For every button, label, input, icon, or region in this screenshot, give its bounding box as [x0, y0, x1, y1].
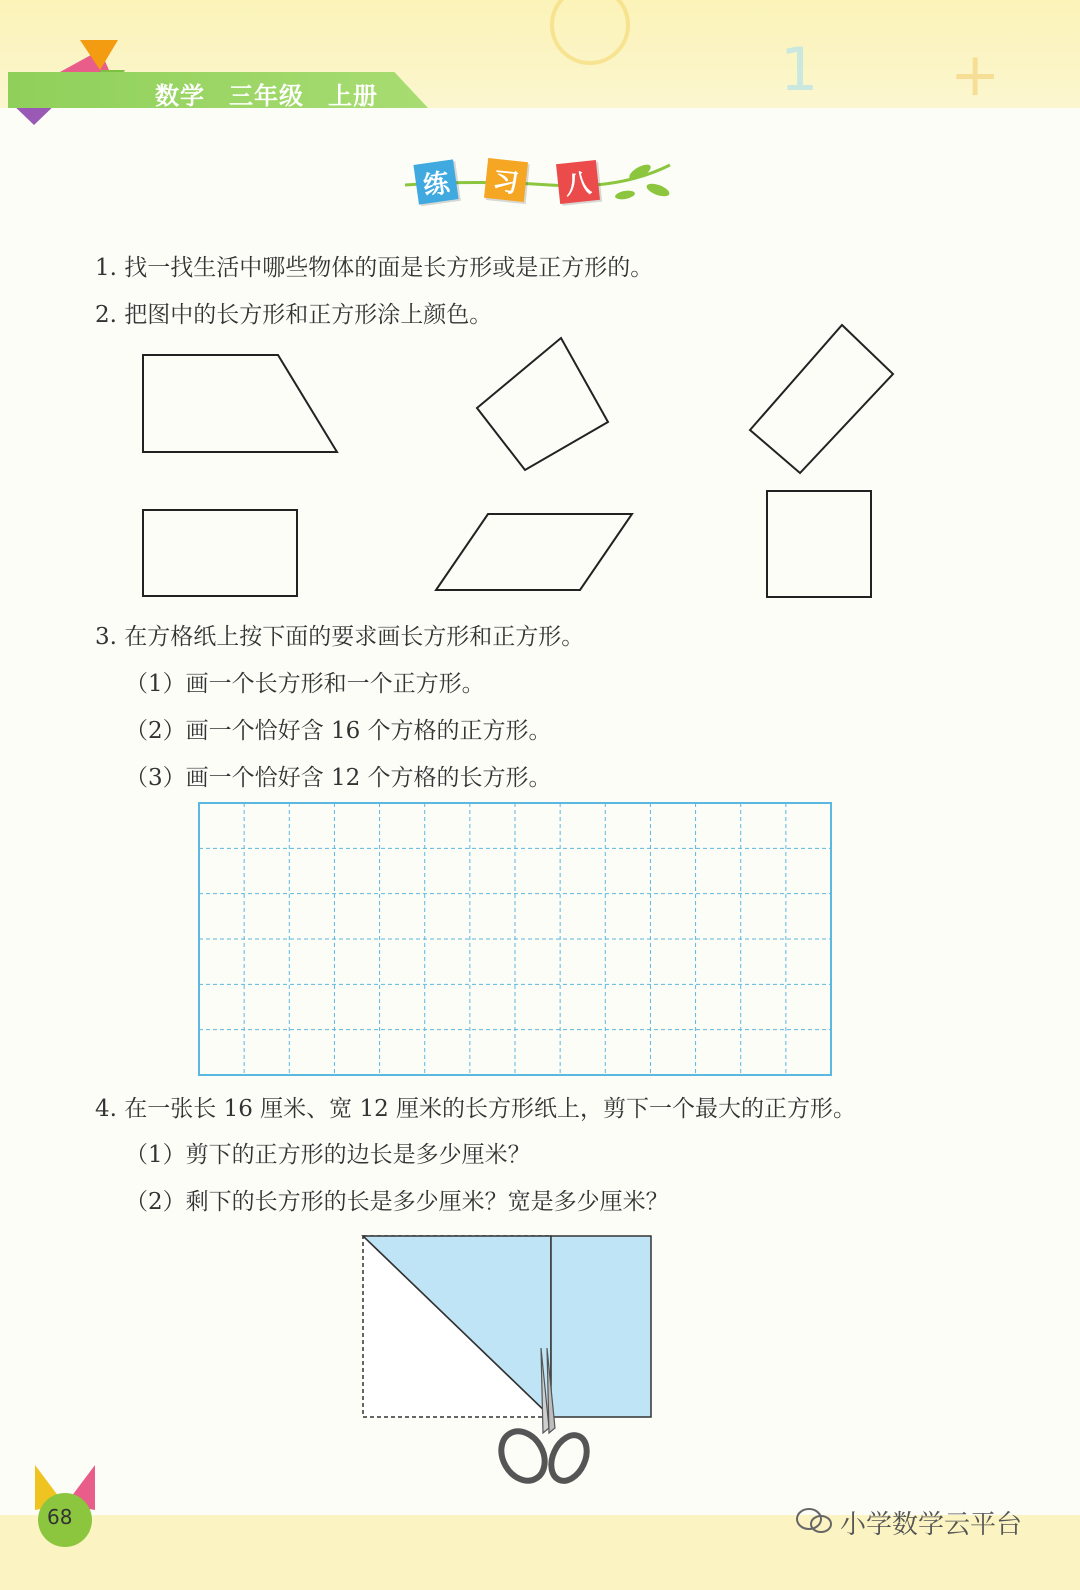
question-3-sub-3: （3）画一个恰好含 12 个方格的长方形。 [125, 765, 552, 791]
question-3-sub-2: （2）画一个恰好含 16 个方格的正方形。 [125, 718, 552, 744]
svg-text:1: 1 [780, 35, 819, 105]
tilted-rectangle-shape [750, 325, 893, 473]
title-char-3: 八 [556, 160, 600, 204]
parallelogram-shape [436, 514, 632, 590]
square-shape [767, 491, 871, 597]
svg-text:+: + [950, 40, 1001, 110]
question-1: 1. 找一找生活中哪些物体的面是长方形或是正方形的。 [95, 255, 654, 281]
shapes-figure [0, 320, 1080, 610]
rectangle-shape [143, 510, 297, 596]
trapezoid-shape [143, 355, 337, 452]
tilted-square-shape [477, 338, 608, 470]
book-header [155, 76, 378, 111]
volume-label: 上册 [328, 82, 378, 110]
question-4-sub-1: （1）剪下的正方形的边长是多少厘米？ [125, 1142, 531, 1168]
exercise-title [400, 150, 680, 220]
watermark-text: 小学数学云平台 [840, 1510, 1023, 1540]
question-3-sub-1: （1）画一个长方形和一个正方形。 [125, 671, 485, 697]
remaining-rectangle [551, 1236, 651, 1417]
question-4-sub-2: （2）剩下的长方形的长是多少厘米？宽是多少厘米？ [125, 1189, 669, 1215]
question-2: 2. 把图中的长方形和正方形涂上颜色。 [95, 302, 493, 328]
subject-label: 数学 [155, 82, 205, 110]
grade-label: 三年级 [229, 82, 304, 110]
question-3: 3. 在方格纸上按下面的要求画长方形和正方形。 [95, 624, 585, 650]
paper-cutting-figure [355, 1228, 665, 1498]
page-number: 68 [47, 1505, 73, 1529]
question-4: 4. 在一张长 16 厘米、宽 12 厘米的长方形纸上，剪下一个最大的正方形。 [95, 1096, 857, 1122]
title-char-1: 练 [413, 159, 458, 204]
wechat-icon [795, 1506, 835, 1536]
title-char-2: 习 [484, 158, 528, 202]
grid-paper [198, 802, 832, 1076]
